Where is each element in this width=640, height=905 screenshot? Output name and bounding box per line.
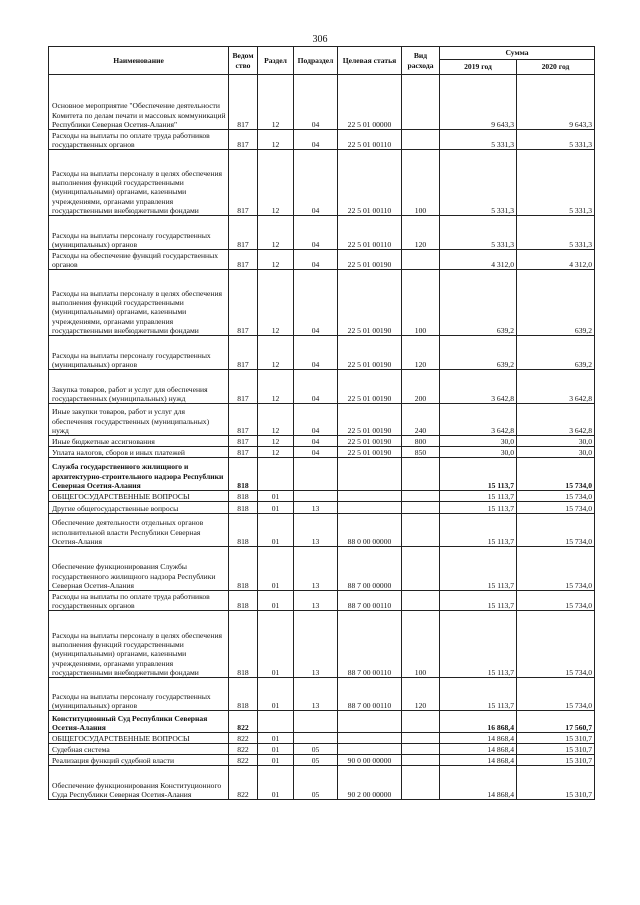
cell-name: Расходы на выплаты персоналу государственных (муниципальных) органов	[49, 216, 229, 250]
cell-podrazdel	[294, 711, 338, 733]
cell-vedomstvo: 818	[229, 514, 258, 547]
cell-sum-2020: 15 734,0	[517, 591, 595, 611]
cell-vedomstvo: 817	[229, 75, 258, 130]
cell-name: Конституционный Суд Республики Северная Осетия-Алания	[49, 711, 229, 733]
header-razdel: Раздел	[258, 47, 294, 75]
cell-name: Обеспечение функционирования Конституционного Суда Республики Северная Осетия-Алания	[49, 766, 229, 800]
cell-sum-2020: 5 331,3	[517, 130, 595, 150]
cell-target-article: 22 5 01 00190	[338, 436, 402, 447]
cell-name: Расходы на выплаты персоналу государственных (муниципальных) органов	[49, 678, 229, 711]
cell-vedomstvo: 822	[229, 755, 258, 766]
cell-vedomstvo: 817	[229, 436, 258, 447]
cell-podrazdel: 13	[294, 547, 338, 591]
cell-target-article: 22 5 01 00110	[338, 150, 402, 216]
cell-podrazdel: 04	[294, 216, 338, 250]
cell-expense-type: 100	[402, 611, 440, 678]
page-number: 306	[312, 34, 328, 45]
cell-sum-2020: 15 310,7	[517, 755, 595, 766]
table-row	[49, 591, 595, 611]
cell-target-article	[338, 502, 402, 514]
header-target-article: Целевая статья	[338, 47, 402, 75]
cell-sum-2020: 15 734,0	[517, 491, 595, 502]
table-row	[49, 711, 595, 733]
cell-name: Расходы на выплаты персоналу в целях обеспечения выполнения функций государственными (муниципальными) органами, казенными учреждениями, органами управления государственными внебюджетными фондами	[49, 611, 229, 678]
cell-razdel: 12	[258, 216, 294, 250]
cell-vedomstvo: 822	[229, 766, 258, 800]
cell-expense-type: 120	[402, 678, 440, 711]
cell-expense-type: 850	[402, 447, 440, 458]
cell-razdel	[258, 458, 294, 491]
cell-vedomstvo: 817	[229, 447, 258, 458]
cell-vedomstvo: 817	[229, 150, 258, 216]
cell-sum-2019: 30,0	[440, 436, 517, 447]
cell-target-article	[338, 458, 402, 491]
cell-target-article	[338, 491, 402, 502]
cell-sum-2020: 5 331,3	[517, 150, 595, 216]
cell-sum-2019: 14 868,4	[440, 755, 517, 766]
header-year-2020: 2020 год	[517, 60, 595, 75]
cell-sum-2019: 3 642,8	[440, 404, 517, 436]
table-row	[49, 130, 595, 150]
cell-target-article	[338, 744, 402, 755]
cell-podrazdel: 04	[294, 336, 338, 370]
cell-vedomstvo: 818	[229, 547, 258, 591]
table-row	[49, 75, 595, 130]
cell-vedomstvo: 822	[229, 711, 258, 733]
cell-expense-type	[402, 755, 440, 766]
table-row	[49, 436, 595, 447]
cell-podrazdel: 04	[294, 250, 338, 270]
table-row	[49, 491, 595, 502]
table-row	[49, 733, 595, 744]
cell-sum-2019: 15 113,7	[440, 502, 517, 514]
cell-target-article: 22 5 01 00190	[338, 270, 402, 336]
cell-podrazdel: 13	[294, 502, 338, 514]
cell-razdel: 01	[258, 744, 294, 755]
cell-razdel: 12	[258, 404, 294, 436]
cell-sum-2020: 30,0	[517, 447, 595, 458]
cell-razdel: 01	[258, 547, 294, 591]
cell-razdel: 12	[258, 336, 294, 370]
cell-sum-2020: 4 312,0	[517, 250, 595, 270]
header-podrazdel: Подраздел	[294, 47, 338, 75]
cell-vedomstvo: 818	[229, 458, 258, 491]
cell-vedomstvo: 818	[229, 491, 258, 502]
cell-sum-2019: 3 642,8	[440, 370, 517, 404]
cell-podrazdel: 04	[294, 436, 338, 447]
cell-podrazdel: 04	[294, 130, 338, 150]
table-row	[49, 611, 595, 678]
header-name: Наименование	[49, 47, 229, 75]
cell-expense-type	[402, 75, 440, 130]
cell-target-article: 90 2 00 00000	[338, 766, 402, 800]
cell-name: Расходы на выплаты по оплате труда работников государственных органов	[49, 130, 229, 150]
cell-expense-type: 120	[402, 336, 440, 370]
cell-sum-2019: 5 331,3	[440, 150, 517, 216]
header-vedomstvo: Ведом ство	[229, 47, 258, 75]
cell-expense-type	[402, 458, 440, 491]
cell-sum-2020: 15 310,7	[517, 766, 595, 800]
cell-name: Расходы на выплаты персоналу в целях обеспечения выполнения функций государственными (муниципальными) органами, казенными учреждениями, органами управления государственными внебюджетными фондами	[49, 150, 229, 216]
cell-vedomstvo: 817	[229, 404, 258, 436]
cell-target-article	[338, 733, 402, 744]
cell-sum-2020: 30,0	[517, 436, 595, 447]
cell-name: Судебная система	[49, 744, 229, 755]
cell-expense-type	[402, 130, 440, 150]
cell-target-article: 22 5 01 00000	[338, 75, 402, 130]
cell-podrazdel: 13	[294, 591, 338, 611]
table-row	[49, 744, 595, 755]
cell-sum-2019: 14 868,4	[440, 733, 517, 744]
cell-sum-2019: 15 113,7	[440, 458, 517, 491]
cell-sum-2020: 9 643,3	[517, 75, 595, 130]
cell-sum-2020: 15 734,0	[517, 678, 595, 711]
cell-vedomstvo: 817	[229, 130, 258, 150]
cell-podrazdel: 04	[294, 75, 338, 130]
cell-sum-2019: 14 868,4	[440, 744, 517, 755]
table-row	[49, 270, 595, 336]
cell-razdel: 01	[258, 502, 294, 514]
cell-sum-2019: 15 113,7	[440, 591, 517, 611]
cell-sum-2020: 15 310,7	[517, 744, 595, 755]
cell-sum-2020: 15 734,0	[517, 514, 595, 547]
cell-podrazdel	[294, 733, 338, 744]
cell-sum-2020: 15 734,0	[517, 458, 595, 491]
cell-sum-2020: 3 642,8	[517, 404, 595, 436]
cell-target-article: 22 5 01 00190	[338, 370, 402, 404]
cell-expense-type: 100	[402, 270, 440, 336]
cell-target-article: 88 7 00 00110	[338, 678, 402, 711]
cell-razdel: 12	[258, 150, 294, 216]
cell-vedomstvo: 818	[229, 591, 258, 611]
cell-podrazdel: 13	[294, 678, 338, 711]
cell-name: Расходы на выплаты персоналу в целях обеспечения выполнения функций государственными (муниципальными) органами, казенными учреждениями, органами управления государственными внебюджетными фондами	[49, 270, 229, 336]
cell-podrazdel: 04	[294, 150, 338, 216]
cell-sum-2019: 15 113,7	[440, 678, 517, 711]
cell-podrazdel: 04	[294, 270, 338, 336]
table-row	[49, 404, 595, 436]
cell-podrazdel: 13	[294, 611, 338, 678]
cell-expense-type	[402, 591, 440, 611]
cell-podrazdel: 05	[294, 766, 338, 800]
cell-podrazdel: 05	[294, 744, 338, 755]
cell-razdel	[258, 711, 294, 733]
header-sum: Сумма	[440, 47, 595, 60]
cell-target-article: 88 7 00 00110	[338, 611, 402, 678]
cell-name: ОБЩЕГОСУДАРСТВЕННЫЕ ВОПРОСЫ	[49, 491, 229, 502]
cell-name: Расходы на обеспечение функций государственных органов	[49, 250, 229, 270]
table-row	[49, 150, 595, 216]
cell-sum-2020: 639,2	[517, 336, 595, 370]
cell-expense-type	[402, 502, 440, 514]
cell-razdel: 01	[258, 514, 294, 547]
cell-name: Обеспечение деятельности отдельных органов исполнительной власти Республики Северная Осетия-Алания	[49, 514, 229, 547]
cell-name: Основное мероприятие "Обеспечение деятельности Комитета по делам печати и массовых коммуникаций Республики Северная Осетия-Алания"	[49, 75, 229, 130]
cell-vedomstvo: 818	[229, 502, 258, 514]
cell-name: Обеспечение функционирования Службы государственного жилищного надзора Республики Северная Осетия-Алания	[49, 547, 229, 591]
cell-sum-2020: 15 734,0	[517, 547, 595, 591]
cell-target-article: 22 5 01 00110	[338, 130, 402, 150]
cell-sum-2019: 14 868,4	[440, 766, 517, 800]
cell-razdel: 01	[258, 678, 294, 711]
cell-target-article: 22 5 01 00190	[338, 404, 402, 436]
cell-sum-2019: 4 312,0	[440, 250, 517, 270]
cell-podrazdel	[294, 491, 338, 502]
cell-target-article: 22 5 01 00190	[338, 447, 402, 458]
cell-name: Служба государственного жилищного и архитектурно-строительного надзора Республики Северная Осетия-Алания	[49, 458, 229, 491]
table-body	[49, 75, 595, 800]
table-row	[49, 458, 595, 491]
cell-podrazdel	[294, 458, 338, 491]
cell-sum-2019: 5 331,3	[440, 216, 517, 250]
cell-podrazdel: 04	[294, 404, 338, 436]
cell-podrazdel: 13	[294, 514, 338, 547]
cell-expense-type	[402, 733, 440, 744]
cell-sum-2019: 5 331,3	[440, 130, 517, 150]
cell-sum-2019: 30,0	[440, 447, 517, 458]
cell-razdel: 12	[258, 250, 294, 270]
cell-sum-2020: 15 734,0	[517, 611, 595, 678]
cell-expense-type: 800	[402, 436, 440, 447]
cell-razdel: 12	[258, 75, 294, 130]
cell-vedomstvo: 822	[229, 733, 258, 744]
cell-razdel: 01	[258, 755, 294, 766]
table-row	[49, 766, 595, 800]
cell-razdel: 12	[258, 370, 294, 404]
cell-sum-2019: 15 113,7	[440, 547, 517, 591]
cell-name: Уплата налогов, сборов и иных платежей	[49, 447, 229, 458]
cell-razdel: 01	[258, 733, 294, 744]
cell-name: Расходы на выплаты персоналу государственных (муниципальных) органов	[49, 336, 229, 370]
cell-vedomstvo: 818	[229, 611, 258, 678]
cell-vedomstvo: 818	[229, 678, 258, 711]
cell-sum-2020: 17 560,7	[517, 711, 595, 733]
cell-expense-type	[402, 250, 440, 270]
header-expense-type: Вид расхода	[402, 47, 440, 75]
cell-razdel: 01	[258, 491, 294, 502]
cell-vedomstvo: 817	[229, 250, 258, 270]
cell-target-article: 88 7 00 00110	[338, 591, 402, 611]
cell-expense-type	[402, 547, 440, 591]
table-row	[49, 447, 595, 458]
cell-sum-2020: 639,2	[517, 270, 595, 336]
cell-razdel: 12	[258, 270, 294, 336]
table-row	[49, 370, 595, 404]
cell-target-article: 88 7 00 00000	[338, 547, 402, 591]
cell-expense-type: 240	[402, 404, 440, 436]
cell-sum-2019: 639,2	[440, 270, 517, 336]
cell-podrazdel: 05	[294, 755, 338, 766]
cell-name: Закупка товаров, работ и услуг для обеспечения государственных (муниципальных) нужд	[49, 370, 229, 404]
cell-razdel: 12	[258, 436, 294, 447]
cell-expense-type	[402, 744, 440, 755]
table-row	[49, 678, 595, 711]
cell-sum-2019: 9 643,3	[440, 75, 517, 130]
cell-name: ОБЩЕГОСУДАРСТВЕННЫЕ ВОПРОСЫ	[49, 733, 229, 744]
cell-name: Расходы на выплаты по оплате труда работников государственных органов	[49, 591, 229, 611]
cell-sum-2019: 15 113,7	[440, 611, 517, 678]
cell-razdel: 12	[258, 130, 294, 150]
cell-expense-type: 100	[402, 150, 440, 216]
cell-razdel: 01	[258, 611, 294, 678]
cell-target-article	[338, 711, 402, 733]
cell-podrazdel: 04	[294, 370, 338, 404]
cell-name: Иные бюджетные ассигнования	[49, 436, 229, 447]
cell-target-article: 22 5 01 00190	[338, 250, 402, 270]
cell-sum-2020: 3 642,8	[517, 370, 595, 404]
table-row	[49, 502, 595, 514]
cell-target-article: 22 5 01 00110	[338, 216, 402, 250]
budget-table	[48, 46, 595, 800]
cell-expense-type	[402, 514, 440, 547]
cell-razdel: 01	[258, 766, 294, 800]
cell-name: Другие общегосударственные вопросы	[49, 502, 229, 514]
cell-expense-type	[402, 491, 440, 502]
cell-name: Иные закупки товаров, работ и услуг для обеспечения государственных (муниципальных) нужд	[49, 404, 229, 436]
header-year-2019: 2019 год	[440, 60, 517, 75]
cell-expense-type: 200	[402, 370, 440, 404]
cell-vedomstvo: 817	[229, 216, 258, 250]
table-row	[49, 755, 595, 766]
table-row	[49, 250, 595, 270]
cell-vedomstvo: 822	[229, 744, 258, 755]
cell-razdel: 12	[258, 447, 294, 458]
cell-target-article: 88 0 00 00000	[338, 514, 402, 547]
cell-sum-2020: 15 310,7	[517, 733, 595, 744]
cell-target-article: 90 0 00 00000	[338, 755, 402, 766]
table-row	[49, 336, 595, 370]
cell-vedomstvo: 817	[229, 336, 258, 370]
cell-vedomstvo: 817	[229, 370, 258, 404]
cell-sum-2019: 16 868,4	[440, 711, 517, 733]
cell-sum-2019: 15 113,7	[440, 514, 517, 547]
cell-podrazdel: 04	[294, 447, 338, 458]
cell-sum-2019: 639,2	[440, 336, 517, 370]
cell-vedomstvo: 817	[229, 270, 258, 336]
cell-expense-type	[402, 711, 440, 733]
cell-sum-2020: 5 331,3	[517, 216, 595, 250]
cell-name: Реализация функций судебной власти	[49, 755, 229, 766]
cell-expense-type: 120	[402, 216, 440, 250]
cell-target-article: 22 5 01 00190	[338, 336, 402, 370]
table-row	[49, 216, 595, 250]
cell-sum-2020: 15 734,0	[517, 502, 595, 514]
table-row	[49, 547, 595, 591]
table-row	[49, 514, 595, 547]
cell-expense-type	[402, 766, 440, 800]
cell-razdel: 01	[258, 591, 294, 611]
cell-sum-2019: 15 113,7	[440, 491, 517, 502]
